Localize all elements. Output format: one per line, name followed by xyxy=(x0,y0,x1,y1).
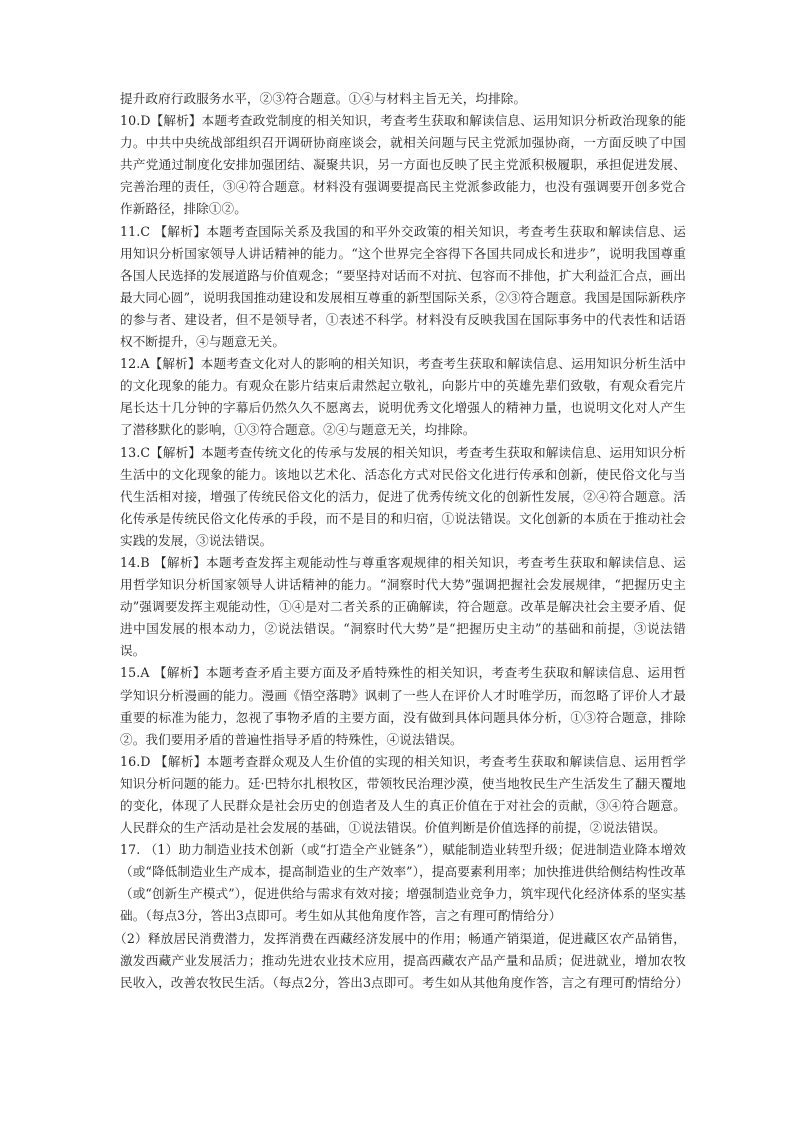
answer-17-part-1: 17. （1）助力制造业技术创新（或“打造全产业链条”），赋能制造业转型升级；促进制造业降本增效（或“降低制造业生产成本，提高制造业的生产效率”），提高要素利用率；加快推进供给侧结构性改革（或“创新生产模式”），促进供给与需求有效对接；增强制造业竞争力，筑牢现代化经济体系的坚实基础。（每点3分，答出3点即可。考生如从其他角度作答，言之有理可酌情给分） xyxy=(120,842,686,924)
answer-page xyxy=(114,88,689,994)
paragraph-continuation: 提升政府行政服务水平，②③符合题意。①④与材料主旨无关，均排除。 xyxy=(120,91,527,106)
answer-10: 10.D【解析】本题考查政党制度的相关知识，考查考生获取和解读信息、运用知识分析政治现象的能力。中共中央统战部组织召开调研协商座谈会，就相关问题与民主党派加强协商，一方面反映了中国共产党通过制度化安排加强团结、凝聚共识，另一方面也反映了民主党派积极履职，承担促进发展、完善治理的责任，③④符合题意。材料没有强调要提高民主党派参政能力，也没有强调要开创多党合作新路径，排除①②。 xyxy=(120,113,686,217)
answer-11: 11.C 【解析】本题考查国际关系及我国的和平外交政策的相关知识，考查考生获取和解读信息、运用知识分析国家领导人讲话精神的能力。“这个世界完全容得下各国共同成长和进步”，说明我国尊重各国人民选择的发展道路与价值观念；“要坚持对话而不对抗、包容而不排他，扩大利益汇合点，画出最大同心圆”，说明我国推动建设和发展相互尊重的新型国际关系，②③符合题意。我国是国际新秩序的参与者、建设者，但不是领导者，①表述不科学。材料没有反映我国在国际事务中的代表性和话语权不断提升，④与题意无关。 xyxy=(120,223,686,350)
answer-14: 14.B 【解析】本题考查发挥主观能动性与尊重客观规律的相关知识，考查考生获取和解读信息、运用哲学知识分析国家领导人讲话精神的能力。“洞察时代大势”强调把握社会发展规律，“把握历史主动”强调要发挥主观能动性，①④是对二者关系的正确解读，符合题意。改革是解决社会主要矛盾、促进中国发展的根本动力，②说法错误。“洞察时代大势”是“把握历史主动”的基础和前提，③说法错误。 xyxy=(120,554,686,659)
answer-13: 13.C【解析】本题考查传统文化的传承与发展的相关知识，考查考生获取和解读信息、运用知识分析生活中的文化现象的能力。该地以艺术化、活态化方式对民俗文化进行传承和创新，使民俗文化与当代生活相对接，增强了传统民俗文化的活力，促进了优秀传统文化的创新性发展，②④符合题意。活化传承是传统民俗文化传承的手段，而不是目的和归宿，①说法错误。文化创新的本质在于推动社会实践的发展，③说法错误。 xyxy=(120,444,686,548)
answer-12: 12.A【解析】本题考查文化对人的影响的相关知识，考查考生获取和解读信息、运用知识分析生活中的文化现象的能力。有观众在影片结束后肃然起立敬礼，向影片中的英雄先辈们致敬，有观众看完片尾长达十几分钟的字幕后仍然久久不愿离去，说明优秀文化增强人的精神力量，也说明文化对人产生了潜移默化的影响，①③符合题意。②④与题意无关，均排除。 xyxy=(120,356,686,438)
answer-15: 15.A 【解析】本题考查矛盾主要方面及矛盾特殊性的相关知识，考查考生获取和解读信息、运用哲学知识分析漫画的能力。漫画《悟空落聘》讽刺了一些人在评价人才时唯学历，而忽略了评价人才最重要的标准为能力，忽视了事物矛盾的主要方面，没有做到具体问题具体分析，①③符合题意，排除②。我们要用矛盾的普遍性指导矛盾的特殊性，④说法错误。 xyxy=(120,665,686,747)
answer-16: 16.D 【解析】本题考查群众观及人生价值的实现的相关知识，考查考生获取和解读信息、运用哲学知识分析问题的能力。廷·巴特尔扎根牧区，带领牧民治理沙漠，使当地牧民生产生活发生了翻天覆地的变化，体现了人民群众是社会历史的创造者及人生的真正价值在于对社会的贡献，③④符合题意。人民群众的生产活动是社会发展的基础，①说法错误。价值判断是价值选择的前提，②说法错误。 xyxy=(120,753,686,836)
answer-17-part-2: （2）释放居民消费潜力，发挥消费在西藏经济发展中的作用；畅通产销渠道，促进藏区农产品销售，激发西藏产业发展活力；推动先进农业技术应用，提高西藏农产品产量和品质；促进就业，增加农牧民收入，改善农牧民生活。（每点2分，答出3点即可。考生如从其他角度作答，言之有理可酌情给分） xyxy=(114,930,689,990)
